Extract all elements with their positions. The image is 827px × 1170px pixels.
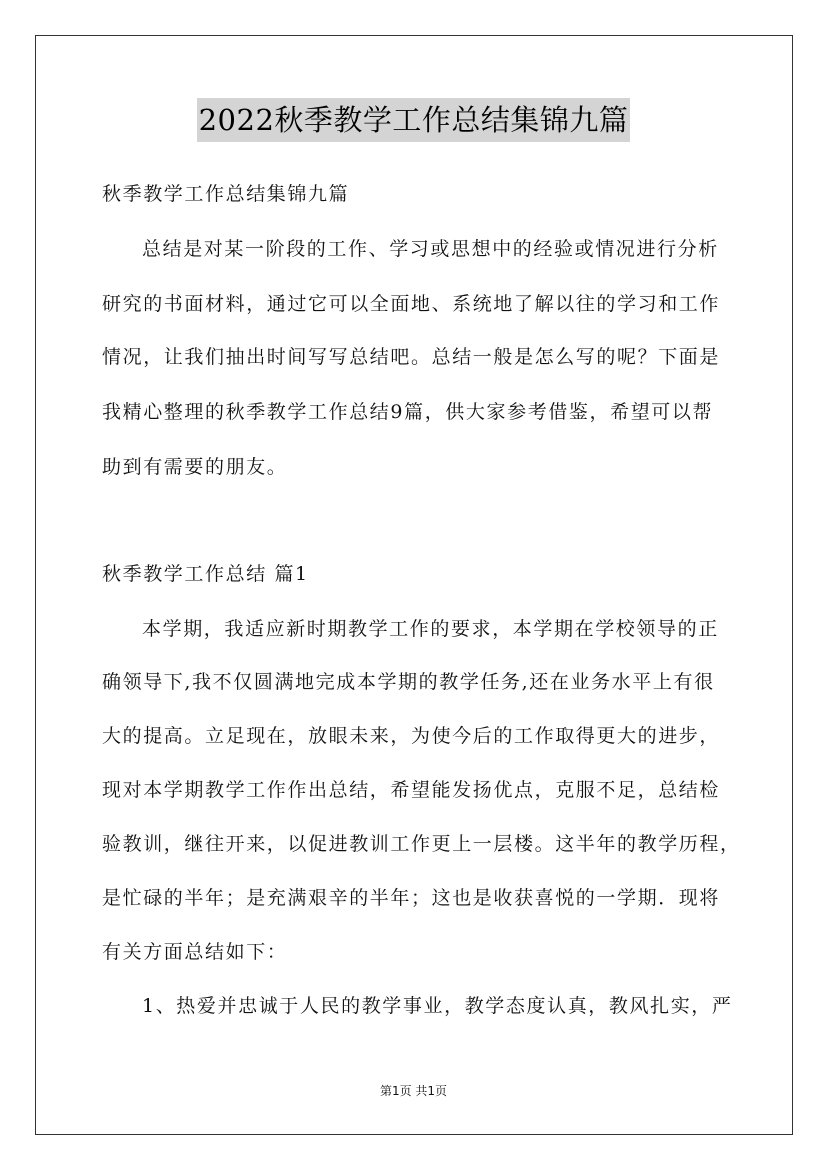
body-line: 验教训，继往开来，以促进教训工作更上一层楼。这半年的教学历程，: [102, 833, 741, 855]
body-line: 有关方面总结如下：: [102, 941, 288, 963]
body-line: 大的提高。立足现在，放眼未来，为使今后的工作取得更大的进步，: [102, 725, 721, 747]
intro-line: 助到有需要的朋友。: [102, 456, 288, 478]
body-line: 确领导下,我不仅圆满地完成本学期的教学任务,还在业务水平上有很: [102, 671, 715, 693]
intro-line: 我精心整理的秋季教学工作总结9篇，供大家参考借鉴，希望可以帮: [102, 401, 714, 423]
intro-line: 研究的书面材料，通过它可以全面地、系统地了解以往的学习和工作: [102, 293, 721, 315]
body-line: 是忙碌的半年；是充满艰辛的半年；这也是收获喜悦的一学期．现将: [102, 887, 721, 909]
page-number-footer: 第1页 共1页: [379, 1084, 448, 1098]
document-title: 2022秋季教学工作总结集锦九篇: [197, 98, 631, 142]
list-item-line: 1、热爱并忠诚于人民的教学事业，教学态度认真，教风扎实，严: [142, 995, 733, 1017]
section-heading: 秋季教学工作总结 篇1: [102, 563, 309, 585]
body-line: 现对本学期教学工作作出总结，希望能发扬优点，克服不足，总结检: [102, 779, 721, 801]
intro-line: 情况，让我们抽出时间写写总结吧。总结一般是怎么写的呢？下面是: [102, 346, 721, 368]
document-subtitle: 秋季教学工作总结集锦九篇: [102, 183, 350, 205]
body-line: 本学期，我适应新时期教学工作的要求，本学期在学校领导的正: [142, 618, 719, 640]
intro-line: 总结是对某一阶段的工作、学习或思想中的经验或情况进行分析: [142, 238, 719, 260]
title-container: [0, 98, 827, 142]
